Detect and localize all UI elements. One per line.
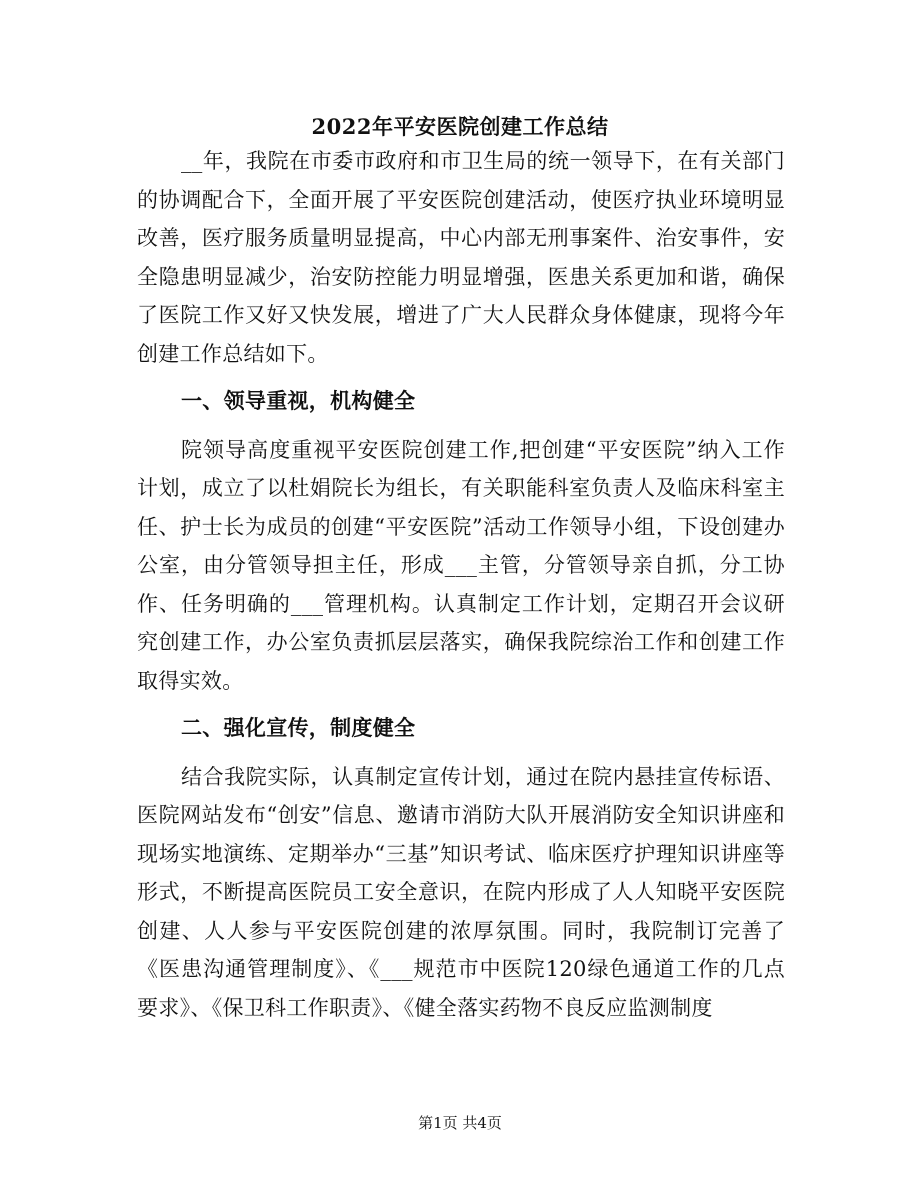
page-footer: 第1页 共4页	[418, 1114, 502, 1132]
paragraph-section-2: 结合我院实际，认真制定宣传计划，通过在院内悬挂宣传标语、医院网站发布“创安”信息、邀请市消防大队开展消防安全知识讲座和现场实地演练、定期举办“三基”知识考试、临床医疗护理知识讲座等形式，不断提高医院员工安全意识，在院内形成了人人知晓平安医院创建、人人参与平安医院创建的浓厚氛围。同时，我院制订完善了《医患沟通管理制度》、《___规范市中医院120绿色通道工作的几点要求》、《保卫科工作职责》、《健全落实药物不良反应监测制度	[137, 764, 785, 1020]
paragraph-section-1: 院领导高度重视平安医院创建工作,把创建“平安医院”纳入工作计划，成立了以杜娟院长为组长，有关职能科室负责人及临床科室主任、护士长为成员的创建“平安医院”活动工作领导小组，下设创建办公室，由分管领导担主任，形成___主管，分管领导亲自抓，分工协作、任务明确的___管理机构。认真制定工作计划，定期召开会议研究创建工作，办公室负责抓层层落实，确保我院综治工作和创建工作取得实效。	[137, 437, 785, 693]
document-title: 2022年平安医院创建工作总结	[311, 114, 609, 139]
paragraph-intro: __年，我院在市委市政府和市卫生局的统一领导下，在有关部门的协调配合下，全面开展了平安医院创建活动，使医疗执业环境明显改善，医疗服务质量明显提高，中心内部无刑事案件、治安事件，安全隐患明显减少，治安防控能力明显增强，医患关系更加和谐，确保了医院工作又好又快发展，增进了广大人民群众身体健康，现将今年创建工作总结如下。	[137, 149, 785, 366]
section-heading-2: 二、强化宣传，制度健全	[181, 715, 416, 740]
document-body	[137, 142, 785, 1027]
section-heading-1: 一、领导重视，机构健全	[181, 388, 416, 413]
